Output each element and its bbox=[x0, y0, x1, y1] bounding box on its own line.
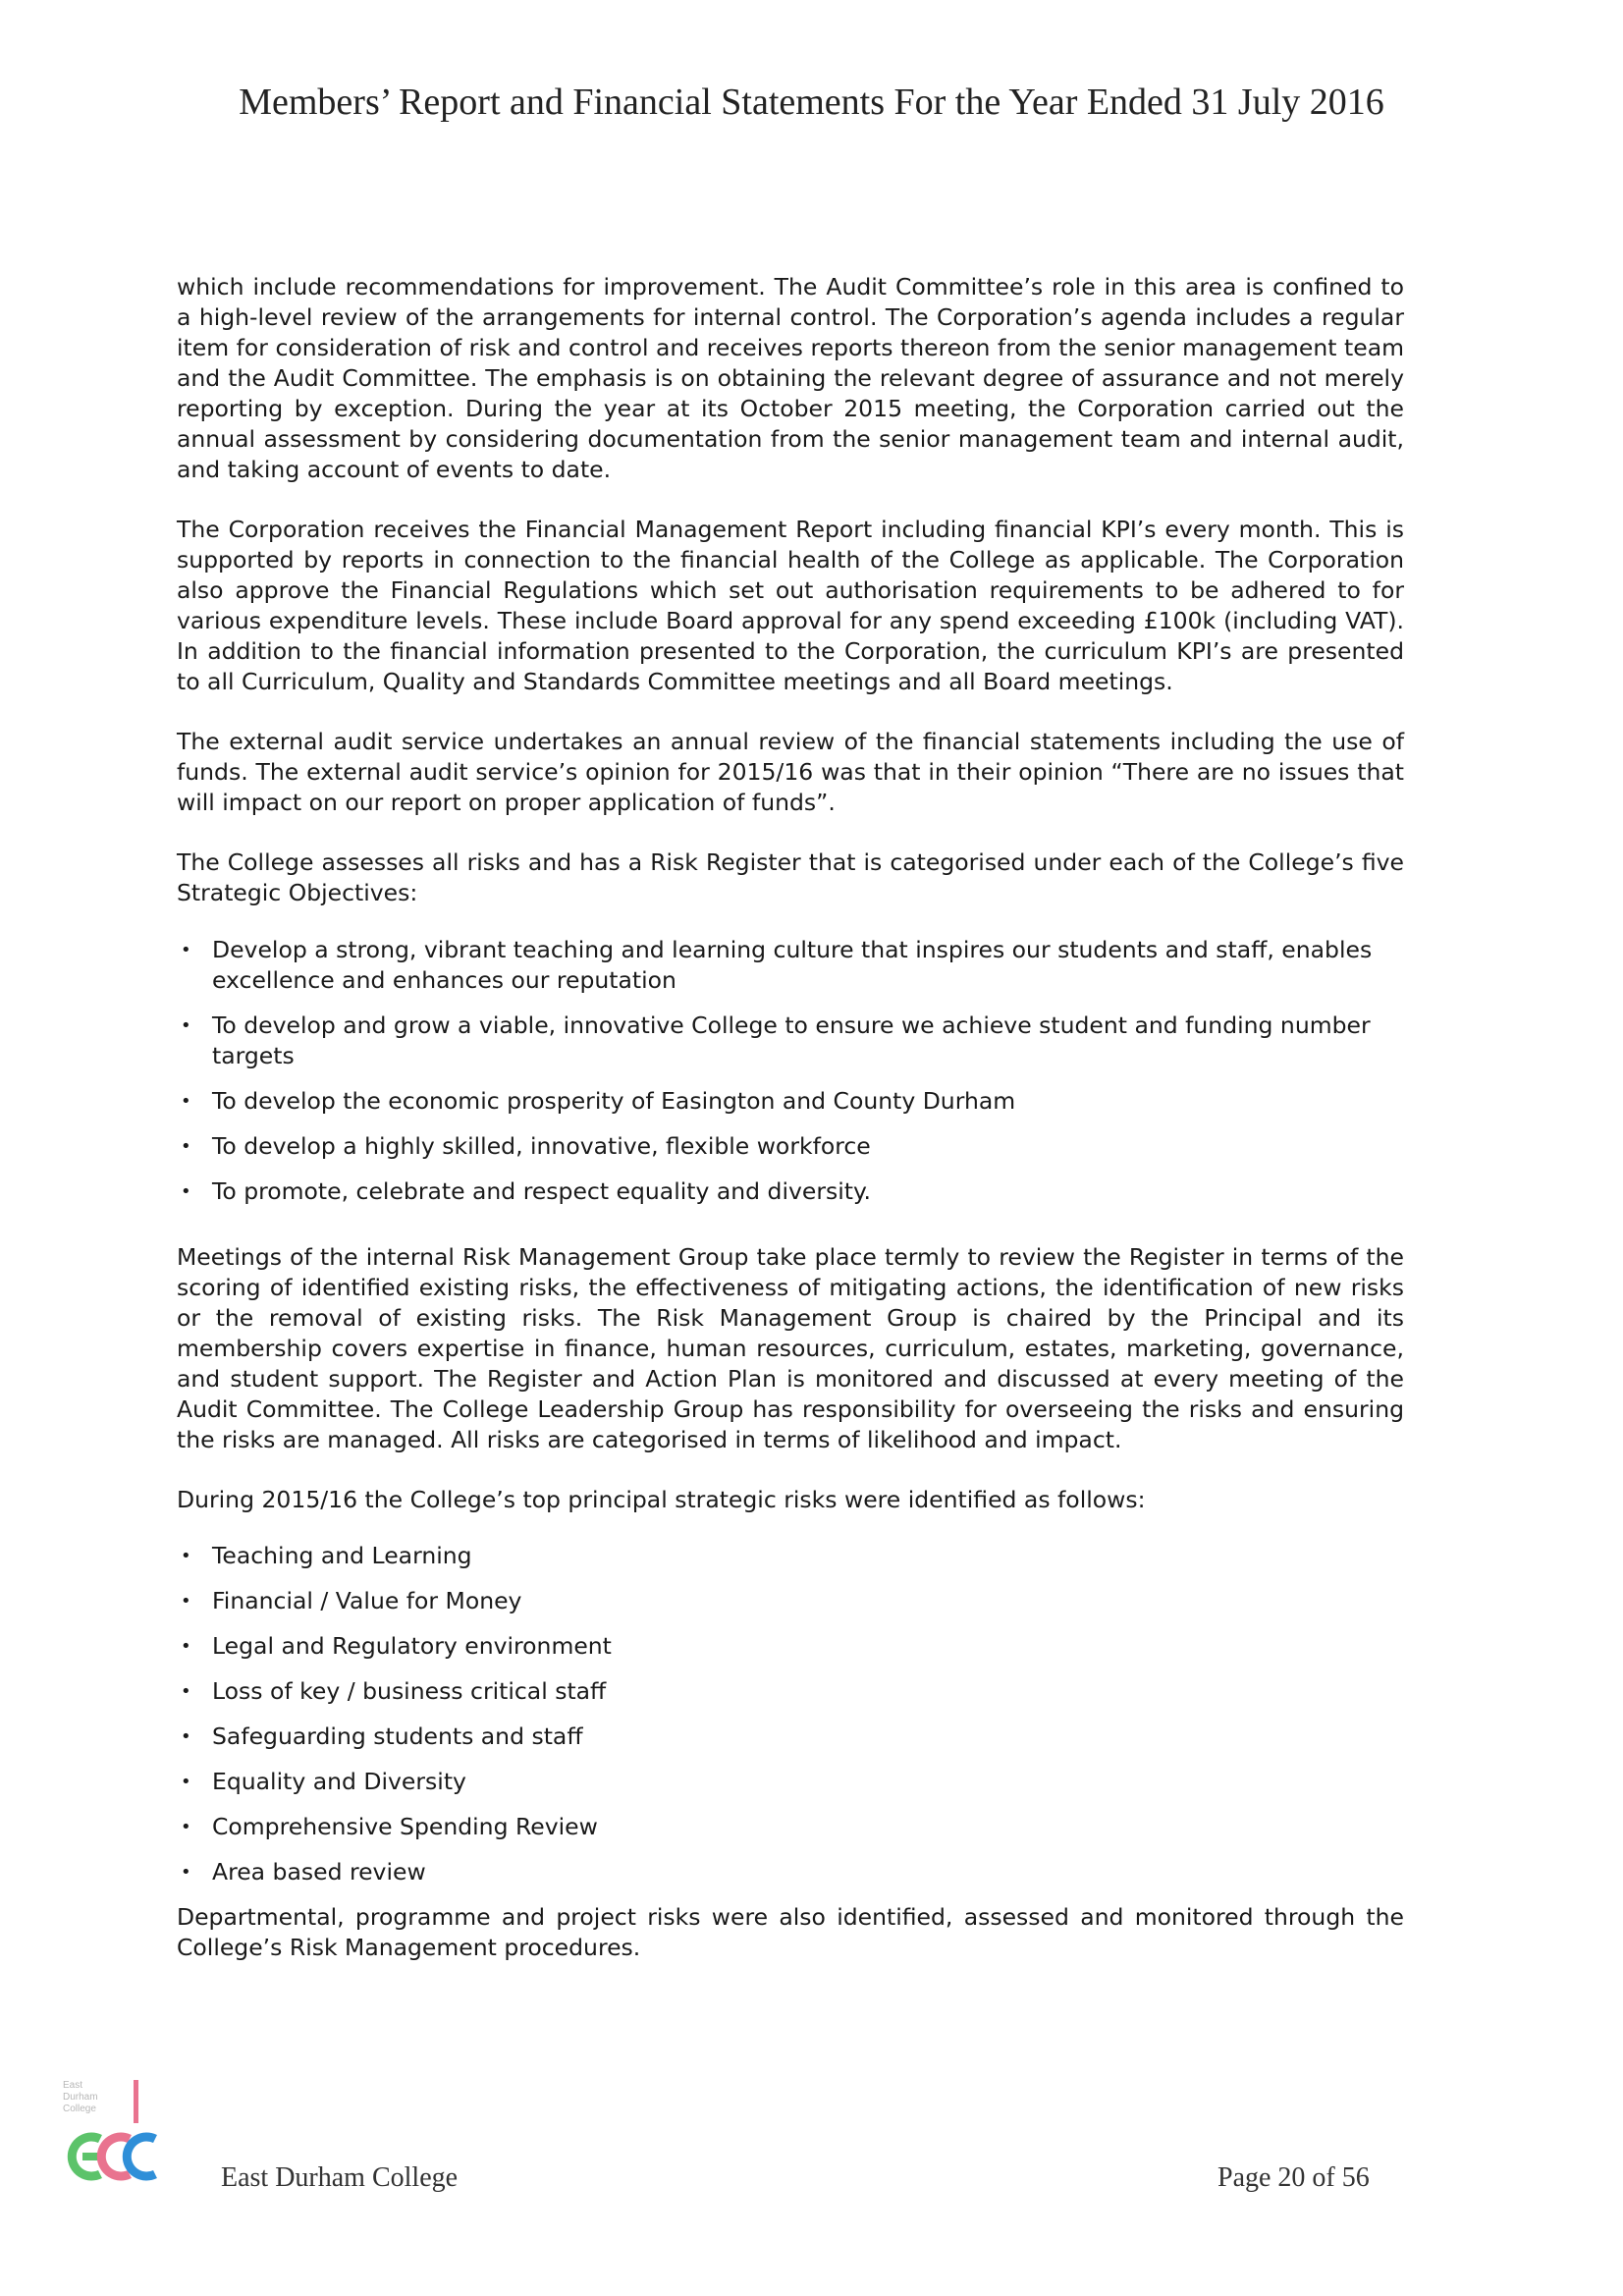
svg-text:Durham: Durham bbox=[63, 2092, 98, 2103]
college-logo bbox=[61, 2078, 177, 2186]
list-item: • Legal and Regulatory environment bbox=[177, 1631, 1404, 1662]
list-item: • To develop a highly skilled, innovative, flexible workforce bbox=[177, 1131, 1404, 1162]
document-body bbox=[177, 272, 1404, 1963]
list-item: • Area based review bbox=[177, 1857, 1404, 1887]
list-item: • Safeguarding students and staff bbox=[177, 1722, 1404, 1752]
paragraph-internal-control: which include recommendations for improvement. The Audit Committee’s role in this area is confined to a high-level review of the arrangements for internal control. The Corporation’s agenda includes a regular item for consideration of risk and control and receives reports thereon from the senior management team and the Audit Committee. The emphasis is on obtaining the relevant degree of assurance and not merely reporting by exception. During the year at its October 2015 meeting, the Corporation carried out the annual assessment by considering documentation from the senior management team and internal audit, and taking account of events to date. bbox=[177, 273, 1404, 483]
list-item: • To develop the economic prosperity of Easington and County Durham bbox=[177, 1086, 1404, 1117]
list-item: • Equality and Diversity bbox=[177, 1767, 1404, 1797]
footer-college-name: East Durham College bbox=[221, 2162, 459, 2193]
list-item: • To promote, celebrate and respect equality and diversity. bbox=[177, 1176, 1404, 1207]
footer-page-number: Page 20 of 56 bbox=[1217, 2162, 1370, 2193]
paragraph-principal-risks-intro: During 2015/16 the College’s top principal strategic risks were identified as follows: bbox=[177, 1486, 1146, 1513]
paragraph-departmental-risks: Departmental, programme and project risks were also identified, assessed and monitored through the College’s Risk Management procedures. bbox=[177, 1903, 1404, 1961]
principal-risks-list bbox=[177, 1541, 1404, 1887]
svg-text:East: East bbox=[63, 2080, 83, 2091]
svg-text:College: College bbox=[63, 2104, 96, 2114]
paragraph-risk-management-group: Meetings of the internal Risk Management Group take place termly to review the Register in terms of the scoring of identified existing risks, the effectiveness of mitigating actions, the identification of new risks or the removal of existing risks. The Risk Management Group is chaired by the Principal and its membership covers expertise in finance, human resources, curriculum, estates, marketing, governance, and student support. The Register and Action Plan is monitored and discussed at every meeting of the Audit Committee. The College Leadership Group has responsibility for overseeing the risks and ensuring the risks are managed. All risks are categorised in terms of likelihood and impact. bbox=[177, 1243, 1404, 1453]
list-item: • To develop and grow a viable, innovative College to ensure we achieve student and funding number targets bbox=[177, 1011, 1404, 1071]
list-item: • Comprehensive Spending Review bbox=[177, 1812, 1404, 1842]
paragraph-risk-register: The College assesses all risks and has a Risk Register that is categorised under each of the College’s five Strategic Objectives: bbox=[177, 848, 1404, 906]
list-item: • Loss of key / business critical staff bbox=[177, 1676, 1404, 1707]
page-header-title: Members’ Report and Financial Statements For the Year Ended 31 July 2016 bbox=[239, 82, 1384, 123]
strategic-objectives-list bbox=[177, 935, 1404, 1207]
paragraph-financial-reporting: The Corporation receives the Financial Management Report including financial KPI’s every month. This is supported by reports in connection to the financial health of the College as applicable. The Corporation also approve the Financial Regulations which set out authorisation requirements to be adhered to for various expenditure levels. These include Board approval for any spend exceeding £100k (including VAT). In addition to the financial information presented to the Corporation, the curriculum KPI’s are presented to all Curriculum, Quality and Standards Committee meetings and all Board meetings. bbox=[177, 516, 1404, 695]
list-item: • Develop a strong, vibrant teaching and learning culture that inspires our students and staff, enables excellence and enhances our reputation bbox=[177, 935, 1404, 996]
list-item: • Teaching and Learning bbox=[177, 1541, 1404, 1571]
list-item: • Financial / Value for Money bbox=[177, 1586, 1404, 1616]
paragraph-external-audit: The external audit service undertakes an annual review of the financial statements including the use of funds. The external audit service’s opinion for 2015/16 was that in their opinion “There are no issues that will impact on our report on proper application of funds”. bbox=[177, 728, 1404, 816]
